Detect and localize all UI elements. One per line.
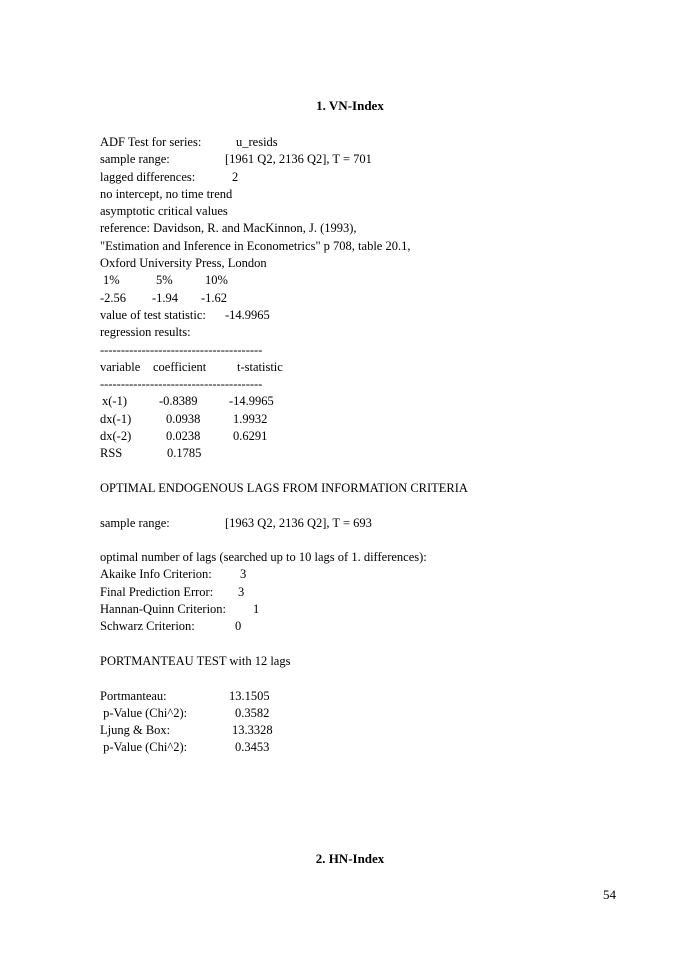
crit-value-1pct: -2.56	[100, 290, 127, 305]
adf-sample-line	[100, 151, 468, 168]
test-stat-line	[100, 307, 468, 324]
portmanteau-row	[100, 705, 468, 722]
adf-sample-value: [1961 Q2, 2136 Q2], T = 701	[225, 152, 372, 167]
optimal-sample-label: sample range:	[100, 515, 170, 530]
adf-series-value: u_resids	[236, 135, 278, 149]
table-row	[100, 445, 468, 462]
criterion-label: Akaike Info Criterion:	[100, 567, 212, 582]
criterion-value: 3	[240, 567, 247, 582]
criterion-row	[100, 601, 468, 618]
regression-label: regression results:	[100, 325, 191, 340]
adf-series-label: ADF Test for series:	[100, 135, 202, 149]
criterion-value: 0	[235, 619, 242, 634]
row-tstat: 1.9932	[233, 411, 268, 426]
row-variable: RSS	[100, 446, 123, 461]
section-1-heading: 1. VN-Index	[316, 98, 384, 113]
crit-headers-row	[100, 272, 468, 289]
criterion-value: 1	[253, 602, 260, 617]
regression-table-header	[100, 359, 468, 376]
row-variable: dx(-2)	[100, 429, 132, 444]
portmanteau-label: Portmanteau:	[100, 688, 167, 703]
criterion-value: 3	[238, 584, 245, 599]
criterion-row	[100, 566, 468, 583]
row-coefficient: -0.8389	[159, 394, 198, 409]
adf-intercept: no intercept, no time trend	[100, 186, 233, 201]
crit-header-5pct: 5%	[156, 273, 173, 288]
header-coefficient: coefficient	[153, 359, 207, 374]
portmanteau-title: PORTMANTEAU TEST with 12 lags	[100, 653, 291, 668]
portmanteau-value: 13.3328	[232, 723, 273, 738]
crit-value-10pct: -1.62	[201, 290, 228, 305]
section-2-heading: 2. HN-Index	[315, 851, 385, 866]
row-variable: x(-1)	[102, 394, 127, 409]
portmanteau-row	[100, 722, 468, 739]
row-coefficient: 0.0238	[166, 429, 201, 444]
adf-oxford: Oxford University Press, London	[100, 256, 267, 271]
criterion-row	[100, 584, 468, 601]
portmanteau-value: 0.3453	[235, 740, 270, 755]
optimal-sample-line	[100, 515, 468, 532]
header-tstatistic: t-statistic	[237, 359, 283, 374]
table-row	[100, 393, 468, 410]
portmanteau-label: Ljung & Box:	[100, 723, 171, 738]
adf-lagged-line	[100, 169, 468, 186]
optimal-searched: optimal number of lags (searched up to 10 lags of 1. differences):	[100, 550, 427, 565]
portmanteau-value: 13.1505	[229, 688, 270, 703]
criterion-label: Hannan-Quinn Criterion:	[100, 602, 227, 617]
test-stat-label: value of test statistic:	[100, 307, 206, 322]
row-tstat: -14.9965	[229, 394, 274, 409]
adf-asymptotic: asymptotic critical values	[100, 204, 228, 219]
test-stat-value: -14.9965	[225, 307, 270, 322]
portmanteau-label: p-Value (Chi^2):	[100, 740, 188, 755]
criterion-label: Final Prediction Error:	[100, 584, 214, 599]
adf-reference: reference: Davidson, R. and MacKinnon, J. (1993),	[100, 221, 357, 236]
portmanteau-row	[100, 688, 468, 705]
adf-test-block	[100, 134, 468, 757]
adf-estimation: "Estimation and Inference in Econometrics" p 708, table 20.1,	[100, 238, 411, 253]
adf-lagged-label: lagged differences:	[100, 169, 196, 184]
row-coefficient: 0.1785	[167, 446, 202, 461]
row-variable: dx(-1)	[100, 411, 132, 426]
criterion-row	[100, 618, 468, 635]
adf-sample-label: sample range:	[100, 152, 170, 167]
criterion-label: Schwarz Criterion:	[100, 619, 195, 634]
row-tstat: 0.6291	[233, 429, 268, 444]
crit-value-5pct: -1.94	[152, 290, 179, 305]
crit-values-row	[100, 290, 468, 307]
dash-separator-bottom: ---------------------------------------	[100, 377, 263, 392]
page-number: 54	[603, 887, 616, 902]
adf-series-line	[100, 134, 468, 151]
row-coefficient: 0.0938	[166, 411, 201, 426]
crit-header-10pct: 10%	[205, 273, 228, 288]
portmanteau-value: 0.3582	[235, 705, 270, 720]
optimal-sample-value: [1963 Q2, 2136 Q2], T = 693	[225, 515, 372, 530]
table-row	[100, 411, 468, 428]
optimal-lags-title: OPTIMAL ENDOGENOUS LAGS FROM INFORMATION CRITERIA	[100, 480, 468, 495]
portmanteau-label: p-Value (Chi^2):	[100, 705, 188, 720]
crit-header-1pct: 1%	[103, 273, 120, 288]
dash-separator-top: ---------------------------------------	[100, 342, 263, 357]
table-row	[100, 428, 468, 445]
header-variable: variable	[100, 359, 141, 374]
adf-lagged-value: 2	[232, 169, 239, 184]
portmanteau-row	[100, 739, 468, 756]
